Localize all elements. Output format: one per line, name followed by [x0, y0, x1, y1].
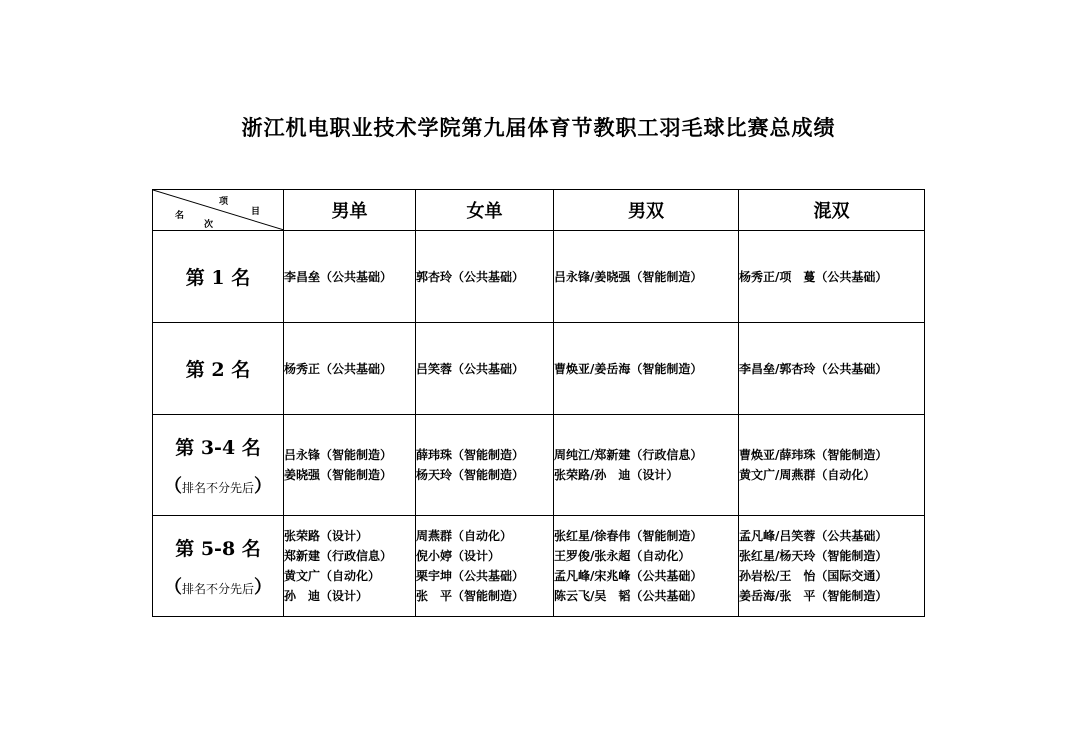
column-header-womens-singles: 女单	[416, 190, 554, 231]
player-entry: 孟凡峰/吕笑蓉（公共基础）	[739, 529, 888, 543]
page-title: 浙江机电职业技术学院第九届体育节教职工羽毛球比赛总成绩	[241, 115, 836, 140]
result-cell	[739, 323, 925, 415]
rank-label: 第 5-8 名	[175, 537, 261, 560]
rank-cell	[153, 516, 284, 617]
result-cell	[284, 323, 416, 415]
results-table	[152, 189, 925, 617]
result-cell	[416, 323, 554, 415]
player-entry: 杨秀正/项 蔓（公共基础）	[739, 269, 888, 284]
player-entry: 姜晓强（智能制造）	[284, 468, 393, 482]
rank-note: （排名不分先后）	[163, 475, 272, 497]
player-entry: 李昌垒/郭杏玲（公共基础）	[739, 361, 888, 376]
player-entry: 王罗俊/张永超（自动化）	[554, 549, 691, 563]
column-header-mens-singles: 男单	[284, 190, 416, 231]
player-entry: 张红星/杨天玲（智能制造）	[739, 549, 888, 563]
result-cell	[284, 415, 416, 516]
player-entry: 李昌垒（公共基础）	[284, 269, 393, 284]
player-entry: 张荣路（设计）	[284, 529, 369, 543]
table-row	[153, 323, 925, 415]
player-entry: 杨秀正（公共基础）	[284, 361, 393, 376]
result-cell	[416, 516, 554, 617]
player-entry: 孙 迪（设计）	[284, 589, 369, 603]
player-entry: 周燕群（自动化）	[416, 529, 513, 543]
player-entry: 周纯江/郑新建（行政信息）	[554, 448, 703, 462]
player-entry: 郑新建（行政信息）	[284, 549, 393, 563]
player-entry: 张红星/徐春伟（智能制造）	[554, 529, 703, 543]
player-entry: 吕永锋（智能制造）	[284, 448, 393, 462]
result-cell	[284, 231, 416, 323]
result-cell	[739, 231, 925, 323]
column-header-mens-doubles: 男双	[554, 190, 739, 231]
player-entry: 吕笑蓉（公共基础）	[416, 361, 525, 376]
player-entry: 薛玮珠（智能制造）	[416, 448, 525, 462]
rank-cell	[153, 231, 284, 323]
result-cell	[554, 415, 739, 516]
player-entry: 杨天玲（智能制造）	[416, 468, 525, 482]
player-entry: 张 平（智能制造）	[416, 589, 525, 603]
rank-cell	[153, 415, 284, 516]
player-entry: 孟凡峰/宋兆峰（公共基础）	[554, 569, 703, 583]
player-entry: 曹焕亚/薛玮珠（智能制造）	[739, 448, 888, 462]
result-cell	[554, 516, 739, 617]
player-entry: 栗宇坤（公共基础）	[416, 569, 525, 583]
rank-note-text: 排名不分先后	[181, 581, 254, 596]
header-row	[153, 190, 925, 231]
rank-note: （排名不分先后）	[163, 576, 272, 598]
table-row	[153, 231, 925, 323]
diag-label-bottom: 次	[204, 220, 214, 230]
player-entry: 黄文广（自动化）	[284, 569, 381, 583]
diag-label-left: 名	[175, 211, 185, 221]
result-cell	[739, 516, 925, 617]
result-cell	[739, 415, 925, 516]
player-entry: 姜岳海/张 平（智能制造）	[739, 589, 888, 603]
player-entry: 孙岩松/王 怡（国际交通）	[739, 569, 888, 583]
rank-note-text: 排名不分先后	[181, 480, 254, 495]
result-cell	[416, 415, 554, 516]
rank-cell	[153, 323, 284, 415]
rank-label: 第 2 名	[185, 359, 251, 381]
result-cell	[416, 231, 554, 323]
table-row	[153, 516, 925, 617]
rank-label: 第 3-4 名	[175, 436, 261, 459]
result-cell	[284, 516, 416, 617]
diag-label-right: 目	[251, 207, 261, 217]
player-entry: 郭杏玲（公共基础）	[416, 269, 525, 284]
player-entry: 陈云飞/吴 韬（公共基础）	[554, 589, 703, 603]
player-entry: 黄文广/周燕群（自动化）	[739, 468, 876, 482]
result-cell	[554, 323, 739, 415]
player-entry: 吕永锋/姜晓强（智能制造）	[554, 269, 703, 284]
diagonal-header-cell	[153, 190, 284, 231]
table-row	[153, 415, 925, 516]
result-cell	[554, 231, 739, 323]
player-entry: 倪小婷（设计）	[416, 549, 501, 563]
diag-label-top: 项	[219, 197, 229, 207]
column-header-mixed-doubles: 混双	[739, 190, 925, 231]
rank-label: 第 1 名	[185, 267, 251, 289]
player-entry: 曹焕亚/姜岳海（智能制造）	[554, 361, 703, 376]
player-entry: 张荣路/孙 迪（设计）	[554, 468, 679, 482]
